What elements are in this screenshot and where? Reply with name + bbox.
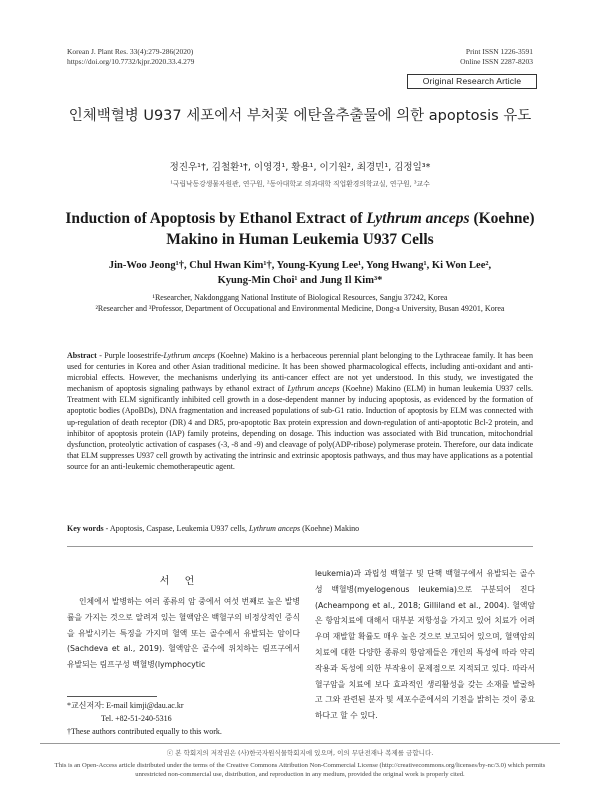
license-text: This is an Open-Access article distributed under the terms of the Creative Commons Attribution Non-Commercial License (http://creativecommons.org/licenses/by-nc/3.0) which permits unrestricted non-commercial use, distribution, and reproduction in any medium, provided the original work is properly cited. [54, 762, 546, 778]
telephone: Tel. +82-51-240-5316 [101, 714, 172, 723]
abstract-text-2: (Koehne) Makino is a herbaceous perennial plant belonging to the Lythraceae family. It has been used for centuries in Korea and other Asian traditional medicine. It has been showed pharmacological effects, including anti-oxidant and anti-microbial effects. However, the mechanisms underlying its anti-cancer effect are not yet understood. In this study, we investigated the mechanism of apoptosis signaling pathways by ethanol extract of [67, 351, 533, 394]
affiliation-2: ²Researcher and ³Professor, Department of Occupational and Environmental Medicine, Dong-a University, Busan 49201, Korea [95, 304, 505, 313]
korean-title: 인체백혈병 U937 세포에서 부처꽃 에탄올추출물에 의한 apoptosis 유도 [68, 108, 532, 124]
title-part-1: Induction of Apoptosis by Ethanol Extract of [65, 210, 367, 227]
online-issn: Online ISSN 2287-8203 [460, 57, 533, 66]
journal-citation [67, 47, 194, 67]
abstract-species-2: Lythrum anceps [287, 384, 340, 394]
keywords-text-end: (Koehne) Makino [300, 524, 360, 533]
doi-link[interactable]: https://doi.org/10.7732/kjpr.2020.33.4.279 [67, 57, 195, 66]
abstract-label: Abstract [67, 351, 97, 360]
article-type-badge: Original Research Article [407, 74, 537, 89]
keywords-text: - Apoptosis, Caspase, Leukemia U937 cells, [103, 524, 249, 533]
footnotes [67, 699, 300, 738]
affiliation-1: ¹Researcher, Nakdonggang National Institute of Biological Resources, Sangju 37242, Korea [152, 293, 448, 302]
english-title [40, 208, 560, 250]
korean-affiliations: ¹국립낙동강생물자원관, 연구원, ²동아대학교 의과대학 직업환경의학교실, 연구원, ³교수 [170, 180, 430, 188]
keywords-label: Key words [67, 524, 104, 533]
issn-block [380, 47, 533, 67]
keywords-species: Lythrum anceps [248, 524, 301, 533]
journal-name: Korean J. Plant Res. 33(4):279-286(2020) [67, 47, 194, 56]
authors-line-2: Kyung-Min Choi¹ and Jung Il Kim³* [217, 275, 383, 286]
print-issn: Print ISSN 1226-3591 [465, 47, 533, 56]
korean-authors: 정진우¹†, 김철환¹†, 이영경¹, 황용¹, 이기원², 최경민¹, 김정일³* [169, 162, 431, 173]
intro-left-column: 인체에서 발병하는 여러 종류의 암 중에서 여섯 번째로 높은 발병률을 가지는 것으로 알려져 있는 혈액암은 백혈구의 비정상적인 증식을 유발시키는 특징을 가지며 혈액 또는 골수에서 유발되는 암이다(Sachdeva et al., 2019). 혈액암은 골수에 위치하는 림프구에서 유발되는 림프구성 백혈병(lymphocytic [67, 597, 300, 670]
abstract-text-1: - Purple loosestrife- [96, 351, 164, 360]
footnote-rule [67, 696, 157, 697]
keywords [67, 524, 533, 533]
abstract-text-3: (Koehne) Makino (ELM) in human leukemia U937 cells. Treatment with ELM significantly inhibited cell growth in a dose-dependent manner by inducing apoptosis, as evidenced by the formation of apoptotic bodies (ApoBDs), DNA fragmentation and increased populations of sub-G1 ratio. Induction of apoptosis by ELM was connected with up-regulation of death receptor (DR) 4 and DR5, pro-apoptotic Bax protein expression and down-regulation of anti-apoptotic Bcl-2 protein, and inhibitor of apoptosis protein (IAP) family proteins, depending on dosage. This induction was associated with Bid truncation, mitochondrial dysfunction, proteolytic activation of caspases (-3, -8 and -9) and cleavage of poly(ADP-ribose) polymerase protein. Therefore, our data indicate that ELM suppresses U937 cell growth by activating the intrinsic and extrinsic apoptosis pathways, and thus may have applications as a potential source for an anti-leukemic chemotherapeutic agent. [67, 384, 534, 471]
footer-divider [40, 743, 560, 744]
english-affiliations [70, 292, 530, 314]
copyright-notice: ⓒ 본 학회지의 저작권은 (사)한국자원식물학회지에 있으며, 이의 무단전재나 복제를 금합니다. [166, 749, 434, 757]
section-divider [67, 546, 533, 547]
authors-line-1: Jin-Woo Jeong¹†, Chul Hwan Kim¹†, Young-Kyung Lee¹, Yong Hwang¹, Ki Won Lee², [108, 260, 492, 271]
intro-right-column: leukemia)과 과립성 백혈구 및 단핵 백혈구에서 유발되는 골수성 백혈병(myelogenous leukemia)으로 구분되어 진다(Acheampong et al., 2018; Gilliland et al., 2004). 혈액암은 항암치료에 대해서 대부분 저항성을 가지고 있어 치료가 어려우며 재발할 확률도 매우 높은 것으로 보고되어 있으며, 혈액암의 치료에 대한 다양한 종류의 항암제들은 개인의 특성에 따라 약리작용과 독성에 의한 부작용이 문제점으로 지적되고 있다. 따라서 혈구암을 치료에 보다 효과적인 생리활성을 갖는 소재를 발굴하고 그와 관련된 분자 및 세포수준에서의 기전을 밝히는 것이 중요하다고 할 수 있다. [315, 569, 535, 721]
title-species: Lythrum anceps [366, 210, 470, 227]
corresponding-author: *교신저자: E-mail kimji@dau.ac.kr [67, 701, 184, 710]
english-authors [40, 258, 560, 288]
abstract [67, 350, 533, 472]
abstract-species-1: Lythrum anceps [163, 351, 216, 360]
title-part-2: (Koehne) Makino in Human Leukemia U937 Cells [166, 210, 535, 248]
intro-heading: 서 언 [159, 576, 201, 587]
equal-contribution: †These authors contributed equally to this work. [67, 727, 222, 736]
